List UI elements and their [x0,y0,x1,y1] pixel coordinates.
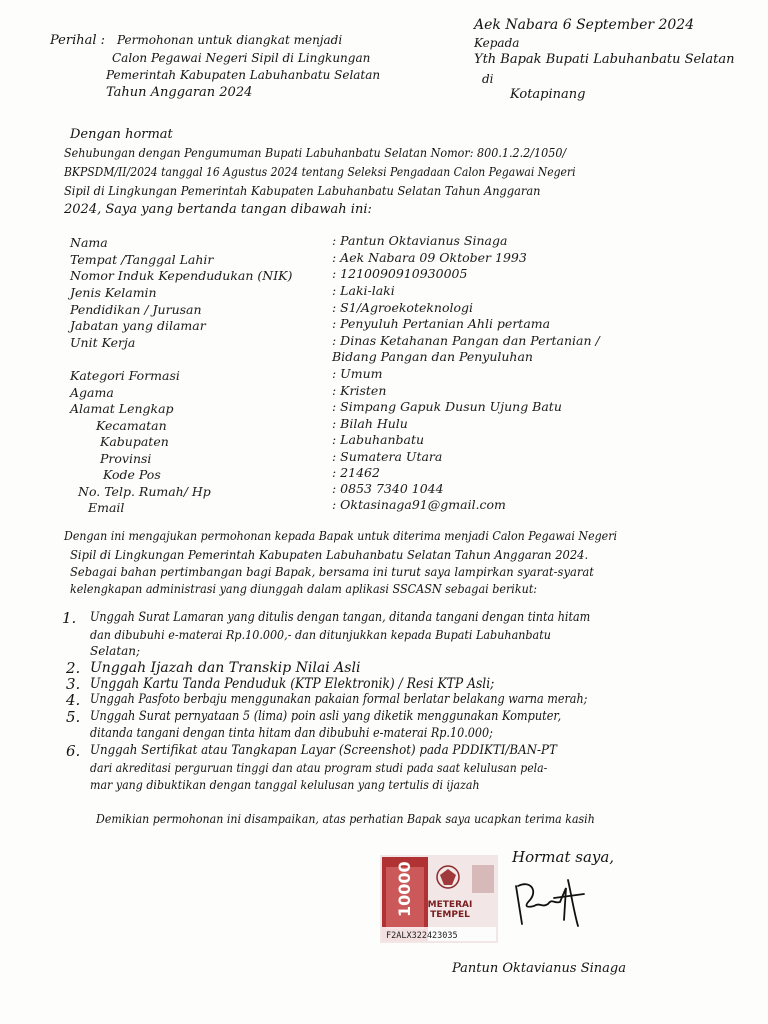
body-line: kelengkapan administrasi yang diunggah dalam aplikasi SSCASN sebagai berikut: [70,582,538,596]
req-line: Unggah Kartu Tanda Penduduk (KTP Elektronik) / Resi KTP Asli; [90,676,495,692]
field-value: : Pantun Oktavianus Sinaga [332,233,508,248]
field-label: Agama [70,385,114,400]
to-label: Kepada [474,36,520,50]
field-label: Kecamatan [96,418,167,433]
recipient-line1: Yth Bapak Bupati Labuhanbatu Selatan [474,52,735,67]
field-label: Tempat /Tanggal Lahir [70,252,214,267]
opening-line: BKPSDM/II/2024 tanggal 16 Agustus 2024 tentang Seleksi Pengadaan Calon Pegawai Negeri [64,165,576,179]
req-number: 1. [62,609,77,627]
recipient-di: di [482,72,494,86]
field-label: No. Telp. Rumah/ Hp [78,484,211,499]
req-number: 3. [66,675,81,693]
field-label: Unit Kerja [70,335,136,350]
field-label: Alamat Lengkap [70,401,174,416]
field-label: Pendidikan / Jurusan [70,302,202,317]
field-label: Kategori Formasi [70,368,180,383]
recipient-city: Kotapinang [510,87,586,102]
field-label: Provinsi [100,451,152,466]
req-number: 4. [66,691,81,709]
req-line: Unggah Surat pernyataan 5 (lima) poin asli yang diketik menggunakan Komputer, [90,709,562,724]
req-number: 5. [66,708,81,726]
perihal-line: Calon Pegawai Negeri Sipil di Lingkungan [112,51,371,65]
body-line: Sipil di Lingkungan Pemerintah Kabupaten Labuhanbatu Selatan Tahun Anggaran 2024. [70,548,589,562]
field-value: Bidang Pangan dan Penyuluhan [332,349,533,364]
place-date: Aek Nabara 6 September 2024 [474,17,695,33]
body-line: Dengan ini mengajukan permohonan kepada Bapak untuk diterima menjadi Calon Pegawai Negeri [64,529,618,543]
field-value: : Sumatera Utara [332,449,443,464]
field-value: : Kristen [332,383,387,398]
stamp-serial: F2ALX322423035 [386,931,458,941]
field-value: : 1210090910930005 [332,266,468,281]
field-value: : 21462 [332,465,380,480]
stamp-hologram [472,865,494,893]
opening-line: 2024, Saya yang bertanda tangan dibawah ini: [64,202,372,217]
req-number: 2. [66,659,81,677]
stamp-amount: 10000 [395,861,414,917]
field-value: : 0853 7340 1044 [332,481,444,496]
field-value: : Aek Nabara 09 Oktober 1993 [332,250,527,265]
opening-line: Sehubungan dengan Pengumuman Bupati Labuhanbatu Selatan Nomor: 800.1.2.2/1050/ [64,146,567,160]
opening-line: Sipil di Lingkungan Pemerintah Kabupaten Labuhanbatu Selatan Tahun Anggaran [64,184,541,198]
field-label: Kode Pos [103,467,161,482]
field-value: : Simpang Gapuk Dusun Ujung Batu [332,399,562,414]
field-label: Kabupaten [100,434,169,449]
req-line: Unggah Sertifikat atau Tangkapan Layar (Screenshot) pada PDDIKTI/BAN-PT [90,743,557,758]
req-number: 6. [66,742,81,760]
req-line: ditanda tangani dengan tinta hitam dan dibubuhi e-materai Rp.10.000; [90,726,493,741]
field-value: : Dinas Ketahanan Pangan dan Pertanian / [332,333,600,348]
salutation: Dengan hormat [70,127,173,142]
field-value: : Laki-laki [332,283,395,298]
field-value: : Bilah Hulu [332,416,408,431]
field-value: : Penyuluh Pertanian Ahli pertama [332,316,551,331]
field-value: : Labuhanbatu [332,432,425,447]
req-line: Unggah Pasfoto berbaju menggunakan pakaian formal berlatar belakang warna merah; [90,692,588,707]
field-value: : Oktasinaga91@gmail.com [332,497,506,512]
perihal-line: Tahun Anggaran 2024 [106,85,253,100]
signatory-name: Pantun Oktavianus Sinaga [452,961,626,976]
field-label: Email [88,500,125,515]
signature-scribble [508,868,598,938]
field-label: Jenis Kelamin [70,285,157,300]
meterai-stamp [380,855,498,943]
perihal-label: Perihal : [50,33,106,48]
signoff-greeting: Hormat saya, [512,848,615,866]
closing-line: Demikian permohonan ini disampaikan, atas perhatian Bapak saya ucapkan terima kasih [96,812,595,826]
perihal-line: Permohonan untuk diangkat menjadi [117,33,343,47]
stamp-label-meterai: METERAI [427,900,473,910]
req-line: mar yang dibuktikan dengan tanggal kelulusan yang tertulis di ijazah [90,778,480,792]
field-label: Nama [70,235,108,250]
req-line: Unggah Surat Lamaran yang ditulis dengan tangan, ditanda tangani dengan tinta hitam [90,610,591,625]
field-label: Nomor Induk Kependudukan (NIK) [70,268,293,283]
req-line: Selatan; [90,644,141,658]
field-value: : S1/Agroekoteknologi [332,300,474,315]
field-label: Jabatan yang dilamar [70,318,206,333]
body-line: Sebagai bahan pertimbangan bagi Bapak, bersama ini turut saya lampirkan syarat-syarat [70,565,594,579]
field-value: : Umum [332,366,383,381]
stamp-label-tempel: TEMPEL [430,910,470,920]
req-line: dan dibubuhi e-materai Rp.10.000,- dan ditunjukkan kepada Bupati Labuhanbatu [90,628,551,642]
signature-stroke [516,880,584,926]
req-line: Unggah Ijazah dan Transkip Nilai Asli [90,660,361,676]
perihal-line: Pemerintah Kabupaten Labuhanbatu Selatan [106,68,381,82]
req-line: dari akreditasi perguruan tinggi dan atau program studi pada saat kelulusan pela- [90,761,548,775]
